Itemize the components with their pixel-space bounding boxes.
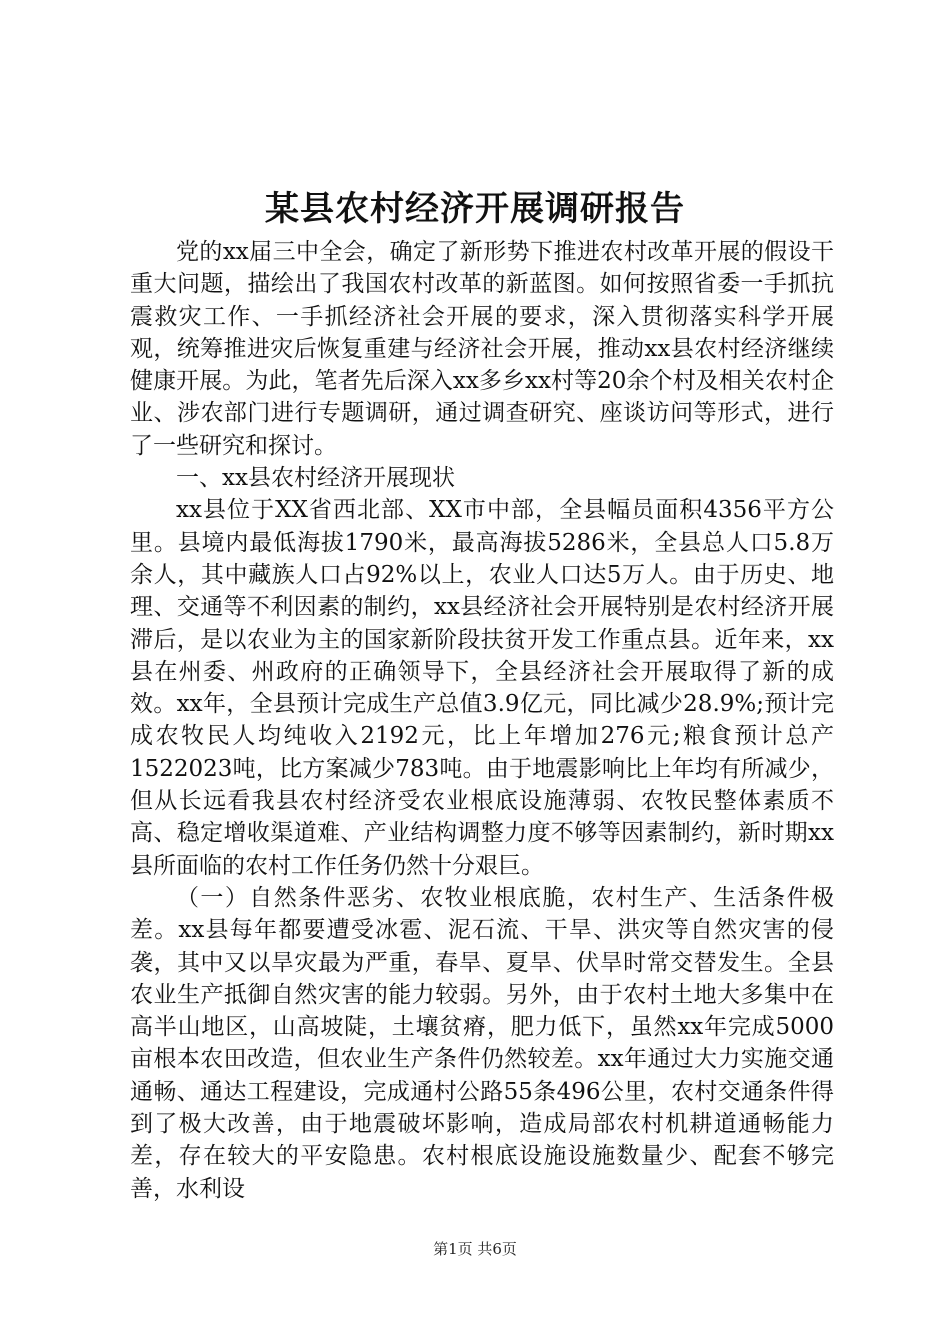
document-body xyxy=(130,236,834,1205)
subsection-paragraph: （一）自然条件恶劣、农牧业根底脆，农村生产、生活条件极差。xx县每年都要遭受冰雹、泥石流、干旱、洪灾等自然灾害的侵袭，其中又以旱灾最为严重，春旱、夏旱、伏旱时常交替发生。全县农业生产抵御自然灾害的能力较弱。另外，由于农村土地大多集中在高半山地区，山高坡陡，土壤贫瘠，肥力低下，虽然xx年完成5000亩根本农田改造，但农业生产条件仍然较差。xx年通过大力实施交通通畅、通达工程建设，完成通村公路55条496公里，农村交通条件得到了极大改善，由于地震破坏影响，造成局部农村机耕道通畅能力差，存在较大的平安隐患。农村根底设施设施数量少、配套不够完善，水利设 xyxy=(130,884,834,1202)
section-heading: 一、xx县农村经济开展现状 xyxy=(176,465,455,492)
page-footer: 第1页 共6页 xyxy=(433,1240,517,1258)
intro-paragraph: 党的xx届三中全会，确定了新形势下推进农村改革开展的假设干重大问题，描绘出了我国农村改革的新蓝图。如何按照省委一手抓抗震救灾工作、一手抓经济社会开展的要求，深入贯彻落实科学开展观，统筹推进灾后恢复重建与经济社会开展，推动xx县农村经济继续健康开展。为此，笔者先后深入xx多乡xx村等20余个村及相关农村企业、涉农部门进行专题调研，通过调查研究、座谈访问等形式，进行了一些研究和探讨。 xyxy=(130,239,834,459)
status-paragraph: xx县位于XX省西北部、XX市中部，全县幅员面积4356平方公里。县境内最低海拔1790米，最高海拔5286米，全县总人口5.8万余人，其中藏族人口占92%以上，农业人口达5万人。由于历史、地理、交通等不利因素的制约，xx县经济社会开展特别是农村经济开展滞后，是以农业为主的国家新阶段扶贫开发工作重点县。近年来，xx县在州委、州政府的正确领导下，全县经济社会开展取得了新的成效。xx年，全县预计完成生产总值3.9亿元，同比减少28.9%;预计完成农牧民人均纯收入2192元，比上年增加276元;粮食预计总产1522023吨，比方案减少783吨。由于地震影响比上年均有所减少，但从长远看我县农村经济受农业根底设施薄弱、农牧民整体素质不高、稳定增收渠道难、产业结构调整力度不够等因素制约，新时期xx县所面临的农村工作任务仍然十分艰巨。 xyxy=(130,497,834,879)
document-title: 某县农村经济开展调研报告 xyxy=(265,189,685,229)
